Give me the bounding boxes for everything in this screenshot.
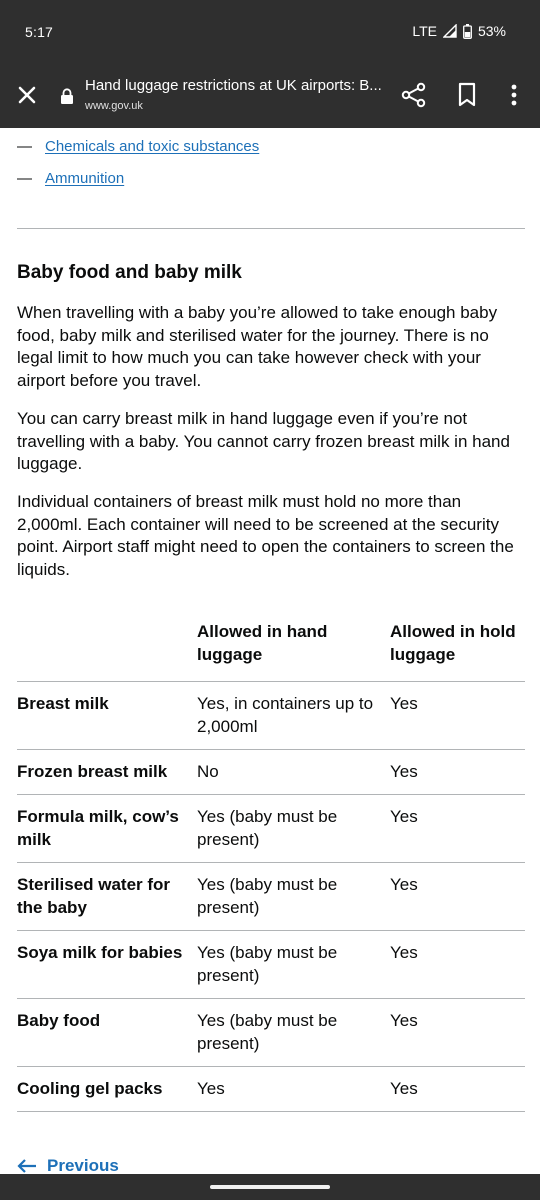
status-bar xyxy=(0,0,540,62)
paragraph: When travelling with a baby you’re allowed to take enough baby food, baby milk and sterilised water for the journey. There is no legal limit to how much you can take however check with your airport before you travel. xyxy=(17,303,498,390)
table-row-heading: Baby food xyxy=(17,1011,101,1030)
arrow-left-icon xyxy=(17,1159,37,1173)
share-icon[interactable] xyxy=(401,82,427,108)
table-header-cell xyxy=(17,621,197,681)
previous-link[interactable] xyxy=(17,1156,119,1174)
table-cell: Yes xyxy=(390,1079,418,1098)
table-cell: Yes xyxy=(390,762,418,781)
status-indicators xyxy=(412,23,506,39)
link-ammunition[interactable]: Ammunition xyxy=(45,170,125,187)
table-header-cell: Allowed in hold luggage xyxy=(390,622,516,664)
table-cell: Yes xyxy=(390,694,418,713)
battery-icon xyxy=(463,24,472,39)
baby-items-table xyxy=(17,621,525,1112)
more-vert-icon[interactable] xyxy=(503,82,525,108)
table-cell: Yes xyxy=(390,807,418,826)
list-item xyxy=(17,170,525,202)
table-cell: Yes (baby must be present) xyxy=(197,875,338,917)
table-row xyxy=(17,863,525,931)
dash-bullet: — xyxy=(17,138,32,155)
table-row xyxy=(17,795,525,863)
table-cell: Yes xyxy=(197,1079,225,1098)
table-row xyxy=(17,999,525,1067)
table-row xyxy=(17,682,525,750)
table-cell: Yes (baby must be present) xyxy=(197,943,338,985)
table-row-heading: Formula milk, cow’s milk xyxy=(17,807,179,849)
previous-label: Previous xyxy=(47,1156,119,1174)
lock-icon xyxy=(60,88,74,104)
page-content xyxy=(0,128,540,1174)
battery-percent: 53% xyxy=(477,23,506,39)
url-domain[interactable]: www.gov.uk xyxy=(85,100,143,112)
table-row-heading: Soya milk for babies xyxy=(17,943,183,962)
table-cell: No xyxy=(197,762,219,781)
dash-bullet: — xyxy=(17,170,32,187)
list-item xyxy=(17,138,525,170)
table-row xyxy=(17,750,525,795)
signal-icon xyxy=(443,24,457,38)
table-row-heading: Sterilised water for the baby xyxy=(17,875,171,917)
table-cell: Yes (baby must be present) xyxy=(197,1011,338,1053)
table-row xyxy=(17,931,525,999)
link-chemicals[interactable]: Chemicals and toxic substances xyxy=(45,138,260,155)
section-divider xyxy=(17,228,525,229)
table-row-heading: Cooling gel packs xyxy=(17,1079,163,1098)
table-row xyxy=(17,1067,525,1112)
status-time: 5:17 xyxy=(25,24,54,40)
paragraph: You can carry breast milk in hand luggage even if you’re not travelling with a baby. You cannot carry frozen breast milk in hand luggage. xyxy=(17,409,510,473)
table-cell: Yes, in containers up to 2,000ml xyxy=(197,694,374,736)
related-links-list xyxy=(17,138,525,202)
table-cell: Yes xyxy=(390,943,418,962)
section-heading: Baby food and baby milk xyxy=(17,262,242,283)
system-nav-bar xyxy=(0,1174,540,1200)
table-row-heading: Breast milk xyxy=(17,694,109,713)
close-icon[interactable] xyxy=(12,80,42,110)
table-cell: Yes (baby must be present) xyxy=(197,807,338,849)
table-cell: Yes xyxy=(390,1011,418,1030)
bookmark-icon[interactable] xyxy=(455,82,479,108)
browser-toolbar xyxy=(0,62,540,128)
table-cell: Yes xyxy=(390,875,418,894)
home-indicator[interactable] xyxy=(210,1185,330,1189)
page-title[interactable]: Hand luggage restrictions at UK airports: B... xyxy=(85,77,382,94)
paragraph: Individual containers of breast milk must hold no more than 2,000ml. Each container will need to be screened at the security point. Airport staff might need to open the containers to screen the liquids. xyxy=(17,492,514,579)
table-row-heading: Frozen breast milk xyxy=(17,762,168,781)
network-label: LTE xyxy=(412,23,437,39)
table-header-cell: Allowed in hand luggage xyxy=(197,622,328,664)
table-header-row xyxy=(17,621,525,682)
